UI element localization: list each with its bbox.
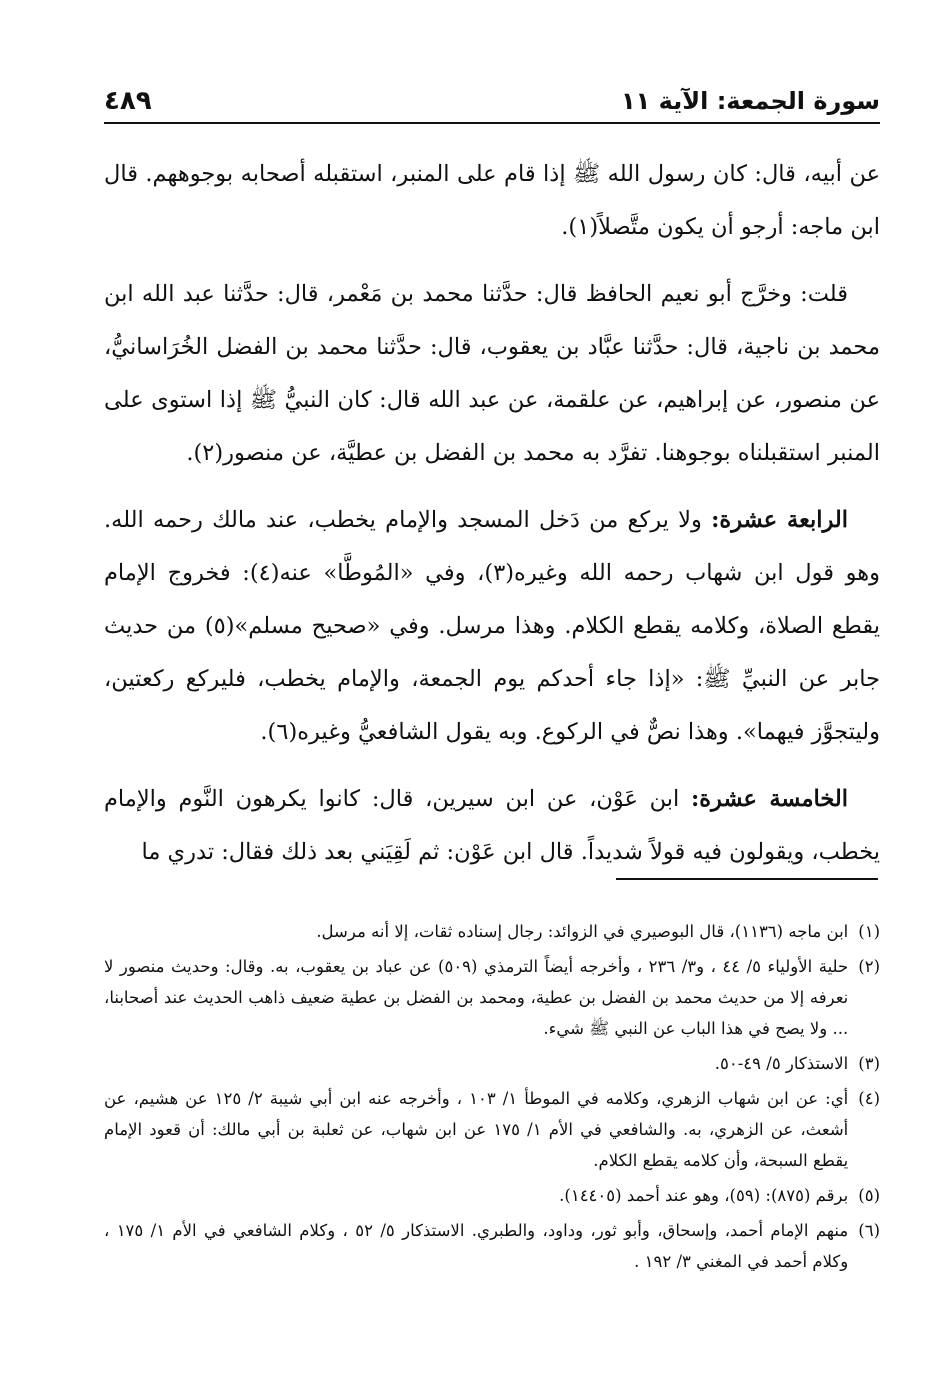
section-heading: الرابعة عشرة: <box>711 507 849 533</box>
footnote-number: (٤) <box>858 1089 880 1108</box>
footnote-text: أي: عن ابن شهاب الزهري، وكلامه في الموطأ ١/ ١٠٣ ، وأخرجه عنه ابن أبي شيبة ٢/ ١٢٥ عن هشيم، عن أشعث، عن الزهري، به. والشافعي في الأم ١/ ١٧٥ عن ابن شهاب، عن ثعلبة بن أبي مالك: أن قعود الإمام يقطع السبحة، وأن كلامه يقطع الكلام. <box>104 1089 849 1170</box>
surah-title: سورة الجمعة: الآية ١١ <box>621 87 880 115</box>
paragraph-text: قلت: وخرَّج أبو نعيم الحافظ قال: حدَّثنا محمد بن مَعْمر، قال: حدَّثنا عبد الله ابن محمد بن ناجية، قال: حدَّثنا عبَّاد بن يعقوب، قال: حدَّثنا محمد بن الفضل الخُرَاسانيُّ، عن منصور، عن إبراهيم، عن علقمة، عن عبد الله قال: كان النبيُّ ﷺ إذا استوى على المنبر استقبلناه بوجوهنا. تفرَّد به محمد بن الفضل بن عطيَّة، عن منصور(٢). <box>104 281 880 466</box>
running-header <box>104 86 880 124</box>
footnotes <box>104 916 880 1281</box>
footnote <box>104 1083 880 1176</box>
footnote-number: (٦) <box>858 1221 880 1240</box>
footnote-number: (١) <box>858 922 880 941</box>
footnote <box>104 916 880 947</box>
paragraph <box>104 773 880 879</box>
footnote <box>104 1215 880 1277</box>
footnote-number: (٢) <box>858 957 880 976</box>
paragraph <box>104 148 880 254</box>
main-text <box>104 148 880 879</box>
footnote <box>104 951 880 1044</box>
footnote-separator <box>616 878 878 880</box>
footnote-text: ابن ماجه (١١٣٦)، قال البوصيري في الزوائد: رجال إسناده ثقات، إلا أنه مرسل. <box>316 922 849 941</box>
footnote-number: (٥) <box>858 1186 880 1205</box>
footnote-text: الاستذكار ٥/ ٤٩-٥٠. <box>714 1054 849 1073</box>
footnote-text: حلية الأولياء ٥/ ٤٤ ، و٣/ ٢٣٦ ، وأخرجه أيضاً الترمذي (٥٠٩) عن عباد بن يعقوب، به. وقال: وحديث منصور لا نعرفه إلا من حديث محمد بن الفضل بن عطية، ومحمد بن الفضل بن عطية ضعيف ذاهب الحديث عند أصحابنا، ... ولا يصح في هذا الباب عن النبي ﷺ شيء. <box>104 957 849 1038</box>
footnote-text: منهم الإمام أحمد، وإسحاق، وأبو ثور، وداود، والطبري. الاستذكار ٥/ ٥٢ ، وكلام الشافعي في الأم ١/ ١٧٥ ، وكلام أحمد في المغني ٣/ ١٩٢ . <box>104 1221 849 1271</box>
section-heading: الخامسة عشرة: <box>690 786 849 812</box>
footnote <box>104 1180 880 1211</box>
footnote-text: برقم (٨٧٥): (٥٩)، وهو عند أحمد (١٤٤٠٥). <box>559 1186 849 1205</box>
paragraph-text: ولا يركع من دَخل المسجد والإمام يخطب، عند مالك رحمه الله. وهو قول ابن شهاب رحمه الله وغيره(٣)، وفي «المُوطَّا» عنه(٤): فخروج الإمام يقطع الصلاة، وكلامه يقطع الكلام. وهذا مرسل. وفي «صحيح مسلم»(٥) من حديث جابر عن النبيِّ ﷺ: «إذا جاء أحدكم يوم الجمعة، والإمام يخطب، فليركع ركعتين، وليتجوَّز فيهما». وهذا نصٌّ في الركوع. وبه يقول الشافعيُّ وغيره(٦). <box>104 507 880 745</box>
footnote-number: (٣) <box>858 1054 880 1073</box>
paragraph <box>104 268 880 480</box>
page-number: ٤٨٩ <box>104 86 152 116</box>
paragraph-text: ابن عَوْن، عن ابن سيرين، قال: كانوا يكرهون النَّوم والإمام يخطب، ويقولون فيه قولاً شديداً. قال ابن عَوْن: ثم لَقِيَني بعد ذلك فقال: تدري ما <box>104 786 880 865</box>
footnote <box>104 1048 880 1079</box>
paragraph <box>104 494 880 759</box>
paragraph-text: عن أبيه، قال: كان رسول الله ﷺ إذا قام على المنبر، استقبله أصحابه بوجوههم. قال ابن ماجه: أرجو أن يكون متَّصلاً(١). <box>104 161 880 240</box>
